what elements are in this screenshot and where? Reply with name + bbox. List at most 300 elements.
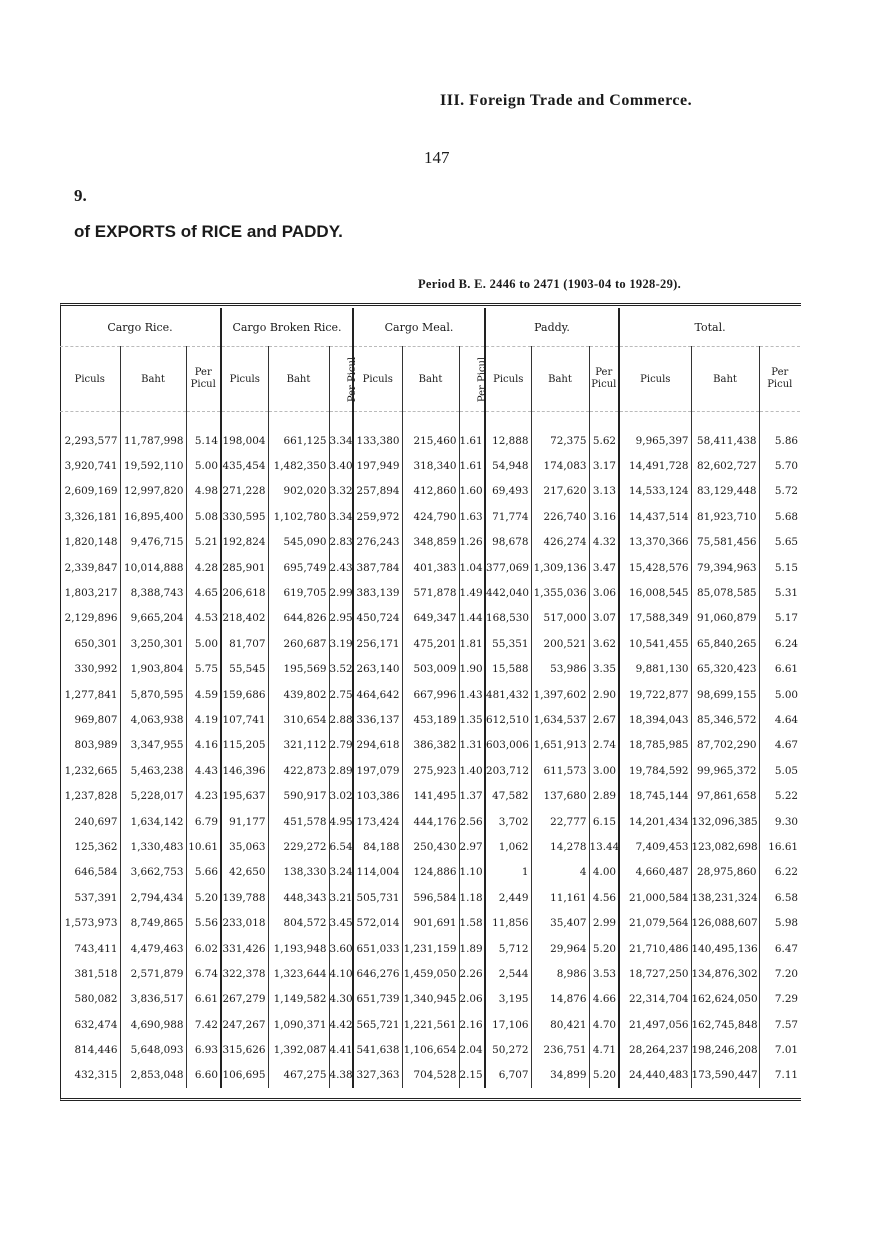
table-cell: 15,428,576 [619,555,691,580]
table-cell: 3,920,741 [64,460,118,473]
exports-table [60,308,800,1088]
table-cell: 159,686 [221,682,268,707]
table-cell: 14,876 [531,987,589,1012]
table-cell: 98,678 [485,530,531,555]
table-cell: 146,396 [221,758,268,783]
table-row [60,707,800,732]
table-cell: 481,432 [485,682,531,707]
table-cell: 5.56 [186,910,221,935]
table-cell: 2.67 [589,707,619,732]
table-cell: 3.34 [329,428,353,453]
group-header-cargo-broken-rice: Cargo Broken Rice. [221,308,353,347]
table-cell: 6.02 [186,936,221,961]
table-cell: 229,272 [268,834,329,859]
table-cell: 1,634,142 [120,809,186,834]
table-cell: 12,997,820 [120,479,186,504]
table-row [60,555,800,580]
table-cell: 3.34 [329,504,353,529]
table-cell: 6.15 [589,809,619,834]
table-cell: 22,314,704 [619,987,691,1012]
table-cell: 4,479,463 [120,936,186,961]
table-cell: 1.49 [459,580,485,605]
table-cell: 14,437,514 [619,504,691,529]
table-cell: 35,407 [531,910,589,935]
table-cell: 571,878 [402,580,459,605]
table-cell: 1,323,644 [268,961,329,986]
table-cell: 69,493 [485,479,531,504]
table-cell: 1,231,159 [402,936,459,961]
table-cell: 1.63 [459,504,485,529]
col-header-piculs: Piculs [60,347,120,412]
table-cell: 590,917 [268,783,329,808]
table-cell: 5.15 [759,555,800,580]
table-cell: 233,018 [221,910,268,935]
table-cell: 173,590,447 [691,1063,759,1088]
table-cell: 1,237,828 [64,790,118,803]
table-cell: 240,697 [74,815,118,828]
table-cell: 4 [531,860,589,885]
table-cell: 1,102,780 [268,504,329,529]
table-cell: 435,454 [221,453,268,478]
table-cell: 2.06 [459,987,485,1012]
table-cell: 54,948 [485,453,531,478]
table-cell: 646,276 [353,961,402,986]
table-cell: 250,430 [402,834,459,859]
table-cell: 632,474 [74,1018,118,1031]
table-cell: 2.90 [589,682,619,707]
table-cell: 79,394,963 [691,555,759,580]
section-heading: III. Foreign Trade and Commerce. [440,92,693,109]
table-cell: 565,721 [353,1012,402,1037]
table-cell: 2.75 [329,682,353,707]
group-header-cargo-rice: Cargo Rice. [60,308,221,347]
col-header-piculs: Piculs [353,347,402,412]
table-cell: 619,705 [268,580,329,605]
table-cell: 1,309,136 [531,555,589,580]
table-row [60,606,800,631]
table-cell: 424,790 [402,504,459,529]
table-cell: 19,592,110 [120,453,186,478]
table-row [60,682,800,707]
table-cell: 3,347,955 [120,733,186,758]
table-cell: 91,177 [221,809,268,834]
table-cell: 7.01 [759,1037,800,1062]
table-cell: 85,078,585 [691,580,759,605]
table-cell: 545,090 [268,530,329,555]
table-cell: 901,691 [402,910,459,935]
col-header-per-picul: Per Picul [459,347,485,412]
table-cell: 4.10 [329,961,353,986]
table-cell: 1.26 [459,530,485,555]
table-cell: 21,497,056 [619,1012,691,1037]
table-cell: 649,347 [402,606,459,631]
table-cell: 695,749 [268,555,329,580]
table-row [60,936,800,961]
table-cell: 4.59 [186,682,221,707]
table-cell: 3.62 [589,631,619,656]
table-cell: 451,578 [268,809,329,834]
table-cell: 4.38 [329,1063,353,1088]
table-cell: 5.62 [589,428,619,453]
table-cell: 168,530 [485,606,531,631]
table-cell: 5,870,595 [120,682,186,707]
table-cell: 4.67 [759,733,800,758]
table-cell: 667,996 [402,682,459,707]
table-cell: 1.58 [459,910,485,935]
table-cell: 5.14 [186,428,221,453]
table-cell: 162,745,848 [691,1012,759,1037]
table-cell: 47,582 [485,783,531,808]
table-cell: 3.24 [329,860,353,885]
table-cell: 2.15 [459,1063,485,1088]
table-cell: 381,518 [74,967,118,980]
period-caption: Period B. E. 2446 to 2471 (1903-04 to 1928-29). [418,277,682,291]
table-cell: 1.61 [459,453,485,478]
table-cell: 318,340 [402,453,459,478]
table-cell: 14,201,434 [619,809,691,834]
table-cell: 5.22 [759,783,800,808]
table-cell: 11,161 [531,885,589,910]
table-cell: 448,343 [268,885,329,910]
table-cell: 18,745,144 [619,783,691,808]
table-cell: 134,876,302 [691,961,759,986]
table-cell: 1.31 [459,733,485,758]
table-row [60,783,800,808]
table-cell: 3.40 [329,453,353,478]
table-cell: 5,648,093 [120,1037,186,1062]
table-cell: 35,063 [221,834,268,859]
table-cell: 19,722,877 [619,682,691,707]
table-cell: 28,975,860 [691,860,759,885]
table-cell: 81,707 [221,631,268,656]
table-cell: 383,139 [353,580,402,605]
table-cell: 2,794,434 [120,885,186,910]
table-cell: 6.58 [759,885,800,910]
table-cell: 475,201 [402,631,459,656]
table-cell: 17,588,349 [619,606,691,631]
table-cell: 651,739 [353,987,402,1012]
table-cell: 275,923 [402,758,459,783]
table-cell: 236,751 [531,1037,589,1062]
table-cell: 3.02 [329,783,353,808]
table-cell: 107,741 [221,707,268,732]
table-cell: 422,873 [268,758,329,783]
table-cell: 2.99 [329,580,353,605]
table-cell: 336,137 [353,707,402,732]
table-cell: 1.04 [459,555,485,580]
table-cell: 55,351 [485,631,531,656]
table-cell: 386,382 [402,733,459,758]
table-cell: 203,712 [485,758,531,783]
table-cell: 28,264,237 [619,1037,691,1062]
table-cell: 4.16 [186,733,221,758]
table-cell: 3.00 [589,758,619,783]
col-header-per-picul: Per Picul [589,347,619,412]
table-cell: 6.61 [759,657,800,682]
table-cell: 5.65 [759,530,800,555]
table-cell: 11,856 [485,910,531,935]
table-cell: 256,171 [353,631,402,656]
table-cell: 432,315 [74,1069,118,1082]
table-cell: 387,784 [353,555,402,580]
table-cell: 453,189 [402,707,459,732]
table-cell: 1,090,371 [268,1012,329,1037]
table-cell: 5.20 [589,936,619,961]
table-cell: 4.56 [589,885,619,910]
table-cell: 197,949 [353,453,402,478]
table-cell: 5.75 [186,657,221,682]
table-cell: 661,125 [268,428,329,453]
table-cell: 3,326,181 [64,510,118,523]
table-cell: 87,702,290 [691,733,759,758]
table-cell: 21,000,584 [619,885,691,910]
table-cell: 58,411,438 [691,428,759,453]
table-cell: 5,228,017 [120,783,186,808]
table-cell: 65,840,265 [691,631,759,656]
table-cell: 6.24 [759,631,800,656]
table-cell: 3.19 [329,631,353,656]
table-row [60,504,800,529]
table-cell: 426,274 [531,530,589,555]
table-row [60,530,800,555]
table-cell: 197,079 [353,758,402,783]
table-cell: 5.31 [759,580,800,605]
table-cell: 650,301 [74,637,118,650]
table-cell: 115,205 [221,733,268,758]
table-row [60,987,800,1012]
table-cell: 1,651,913 [531,733,589,758]
table-row [60,453,800,478]
table-cell: 348,859 [402,530,459,555]
table-cell: 6.60 [186,1063,221,1088]
table-cell: 125,362 [74,840,118,853]
table-cell: 137,680 [531,783,589,808]
table-cell: 2,609,169 [64,485,118,498]
table-cell: 7.29 [759,987,800,1012]
table-cell: 91,060,879 [691,606,759,631]
table-cell: 541,638 [353,1037,402,1062]
table-cell: 29,964 [531,936,589,961]
table-body [60,428,800,1088]
table-cell: 1.43 [459,682,485,707]
table-cell: 140,495,136 [691,936,759,961]
table-cell: 16,008,545 [619,580,691,605]
table-cell: 4.28 [186,555,221,580]
table-cell: 9.30 [759,809,800,834]
table-cell: 53,986 [531,657,589,682]
table-cell: 71,774 [485,504,531,529]
table-cell: 1,482,350 [268,453,329,478]
table-row [60,860,800,885]
table-number: 9. [74,186,87,205]
table-cell: 3.53 [589,961,619,986]
table-cell: 5.00 [186,631,221,656]
table-row [60,733,800,758]
table-cell: 1,340,945 [402,987,459,1012]
table-cell: 3.60 [329,936,353,961]
table-cell: 3,250,301 [120,631,186,656]
table-cell: 1.18 [459,885,485,910]
table-cell: 218,402 [221,606,268,631]
table-cell: 98,699,155 [691,682,759,707]
table-cell: 192,824 [221,530,268,555]
table-cell: 5.00 [186,453,221,478]
table-cell: 442,040 [485,580,531,605]
table-cell: 1.61 [459,428,485,453]
table-cell: 401,383 [402,555,459,580]
table-cell: 195,569 [268,657,329,682]
table-cell: 123,082,698 [691,834,759,859]
table-cell: 1.89 [459,936,485,961]
table-cell: 126,088,607 [691,910,759,935]
col-header-baht: Baht [268,347,329,412]
group-header-total: Total. [619,308,800,347]
table-row [60,1037,800,1062]
table-cell: 103,386 [353,783,402,808]
table-cell: 285,901 [221,555,268,580]
table-cell: 16,895,400 [120,504,186,529]
table-cell: 133,380 [353,428,402,453]
table-cell: 10,541,455 [619,631,691,656]
table-cell: 80,421 [531,1012,589,1037]
table-title: of EXPORTS of RICE and PADDY. [74,222,343,241]
table-cell: 1.81 [459,631,485,656]
table-row [60,580,800,605]
table-cell: 412,860 [402,479,459,504]
table-row [60,758,800,783]
table-cell: 198,004 [221,428,268,453]
table-cell: 5.08 [186,504,221,529]
table-cell: 1,221,561 [402,1012,459,1037]
table-row [60,910,800,935]
table-cell: 1,062 [485,834,531,859]
table-cell: 450,724 [353,606,402,631]
table-cell: 3.06 [589,580,619,605]
table-cell: 4.42 [329,1012,353,1037]
table-cell: 6.22 [759,860,800,885]
table-cell: 9,881,130 [619,657,691,682]
table-row [60,809,800,834]
table-cell: 969,807 [74,713,118,726]
col-header-baht: Baht [402,347,459,412]
table-cell: 257,894 [353,479,402,504]
table-cell: 611,573 [531,758,589,783]
table-cell: 1,149,582 [268,987,329,1012]
table-cell: 4.53 [186,606,221,631]
table-cell: 24,440,483 [619,1063,691,1088]
table-cell: 3.16 [589,504,619,529]
table-cell: 19,784,592 [619,758,691,783]
table-cell: 15,588 [485,657,531,682]
table-cell: 141,495 [402,783,459,808]
table-cell: 42,650 [221,860,268,885]
table-cell: 2,293,577 [64,434,118,447]
table-cell: 2.04 [459,1037,485,1062]
table-cell: 11,787,998 [120,428,186,453]
table-cell: 5.17 [759,606,800,631]
table-cell: 85,346,572 [691,707,759,732]
table-cell: 8,388,743 [120,580,186,605]
table-cell: 22,777 [531,809,589,834]
table-cell: 195,637 [221,783,268,808]
table-cell: 814,446 [74,1044,118,1057]
table-cell: 271,228 [221,479,268,504]
table-cell: 651,033 [353,936,402,961]
table-cell: 1,392,087 [268,1037,329,1062]
table-cell: 75,581,456 [691,530,759,555]
table-cell: 9,965,397 [619,428,691,453]
table-cell: 4,660,487 [619,860,691,885]
table-cell: 1,277,841 [64,688,118,701]
table-cell: 14,491,728 [619,453,691,478]
table-cell: 1,232,665 [64,764,118,777]
table-row [60,631,800,656]
col-header-per-picul: Per Picul [329,347,353,412]
table-cell: 21,079,564 [619,910,691,935]
table-cell: 5.72 [759,479,800,504]
table-cell: 4.32 [589,530,619,555]
table-cell: 1.35 [459,707,485,732]
table-cell: 18,785,985 [619,733,691,758]
table-cell: 10,014,888 [120,555,186,580]
table-cell: 99,965,372 [691,758,759,783]
table-cell: 3,702 [485,809,531,834]
table-cell: 902,020 [268,479,329,504]
table-cell: 3.21 [329,885,353,910]
table-cell: 6.61 [186,987,221,1012]
table-row [60,834,800,859]
table-cell: 322,378 [221,961,268,986]
col-header-piculs: Piculs [485,347,531,412]
table-cell: 12,888 [485,428,531,453]
table-cell: 124,886 [402,860,459,885]
table-cell: 217,620 [531,479,589,504]
table-cell: 7.57 [759,1012,800,1037]
table-cell: 644,826 [268,606,329,631]
table-cell: 5.00 [759,682,800,707]
table-cell: 2,449 [485,885,531,910]
table-cell: 2.88 [329,707,353,732]
table-cell: 82,602,727 [691,453,759,478]
table-cell: 1,903,804 [120,657,186,682]
table-cell: 2.97 [459,834,485,859]
table-cell: 138,231,324 [691,885,759,910]
table-cell: 4.95 [329,809,353,834]
table-cell: 321,112 [268,733,329,758]
table-cell: 226,740 [531,504,589,529]
table-cell: 4.41 [329,1037,353,1062]
table-cell: 503,009 [402,657,459,682]
table-row [60,961,800,986]
table-cell: 114,004 [353,860,402,885]
table-cell: 8,749,865 [120,910,186,935]
table-cell: 6.74 [186,961,221,986]
table-cell: 331,426 [221,936,268,961]
table-cell: 14,278 [531,834,589,859]
table-cell: 464,642 [353,682,402,707]
table-cell: 2.89 [329,758,353,783]
table-cell: 5.86 [759,428,800,453]
table-cell: 646,584 [74,866,118,879]
table-cell: 6.93 [186,1037,221,1062]
table-cell: 200,521 [531,631,589,656]
table-cell: 1.40 [459,758,485,783]
table-cell: 3.45 [329,910,353,935]
table-cell: 315,626 [221,1037,268,1062]
table-row [60,479,800,504]
table-cell: 13,370,366 [619,530,691,555]
table-cell: 162,624,050 [691,987,759,1012]
